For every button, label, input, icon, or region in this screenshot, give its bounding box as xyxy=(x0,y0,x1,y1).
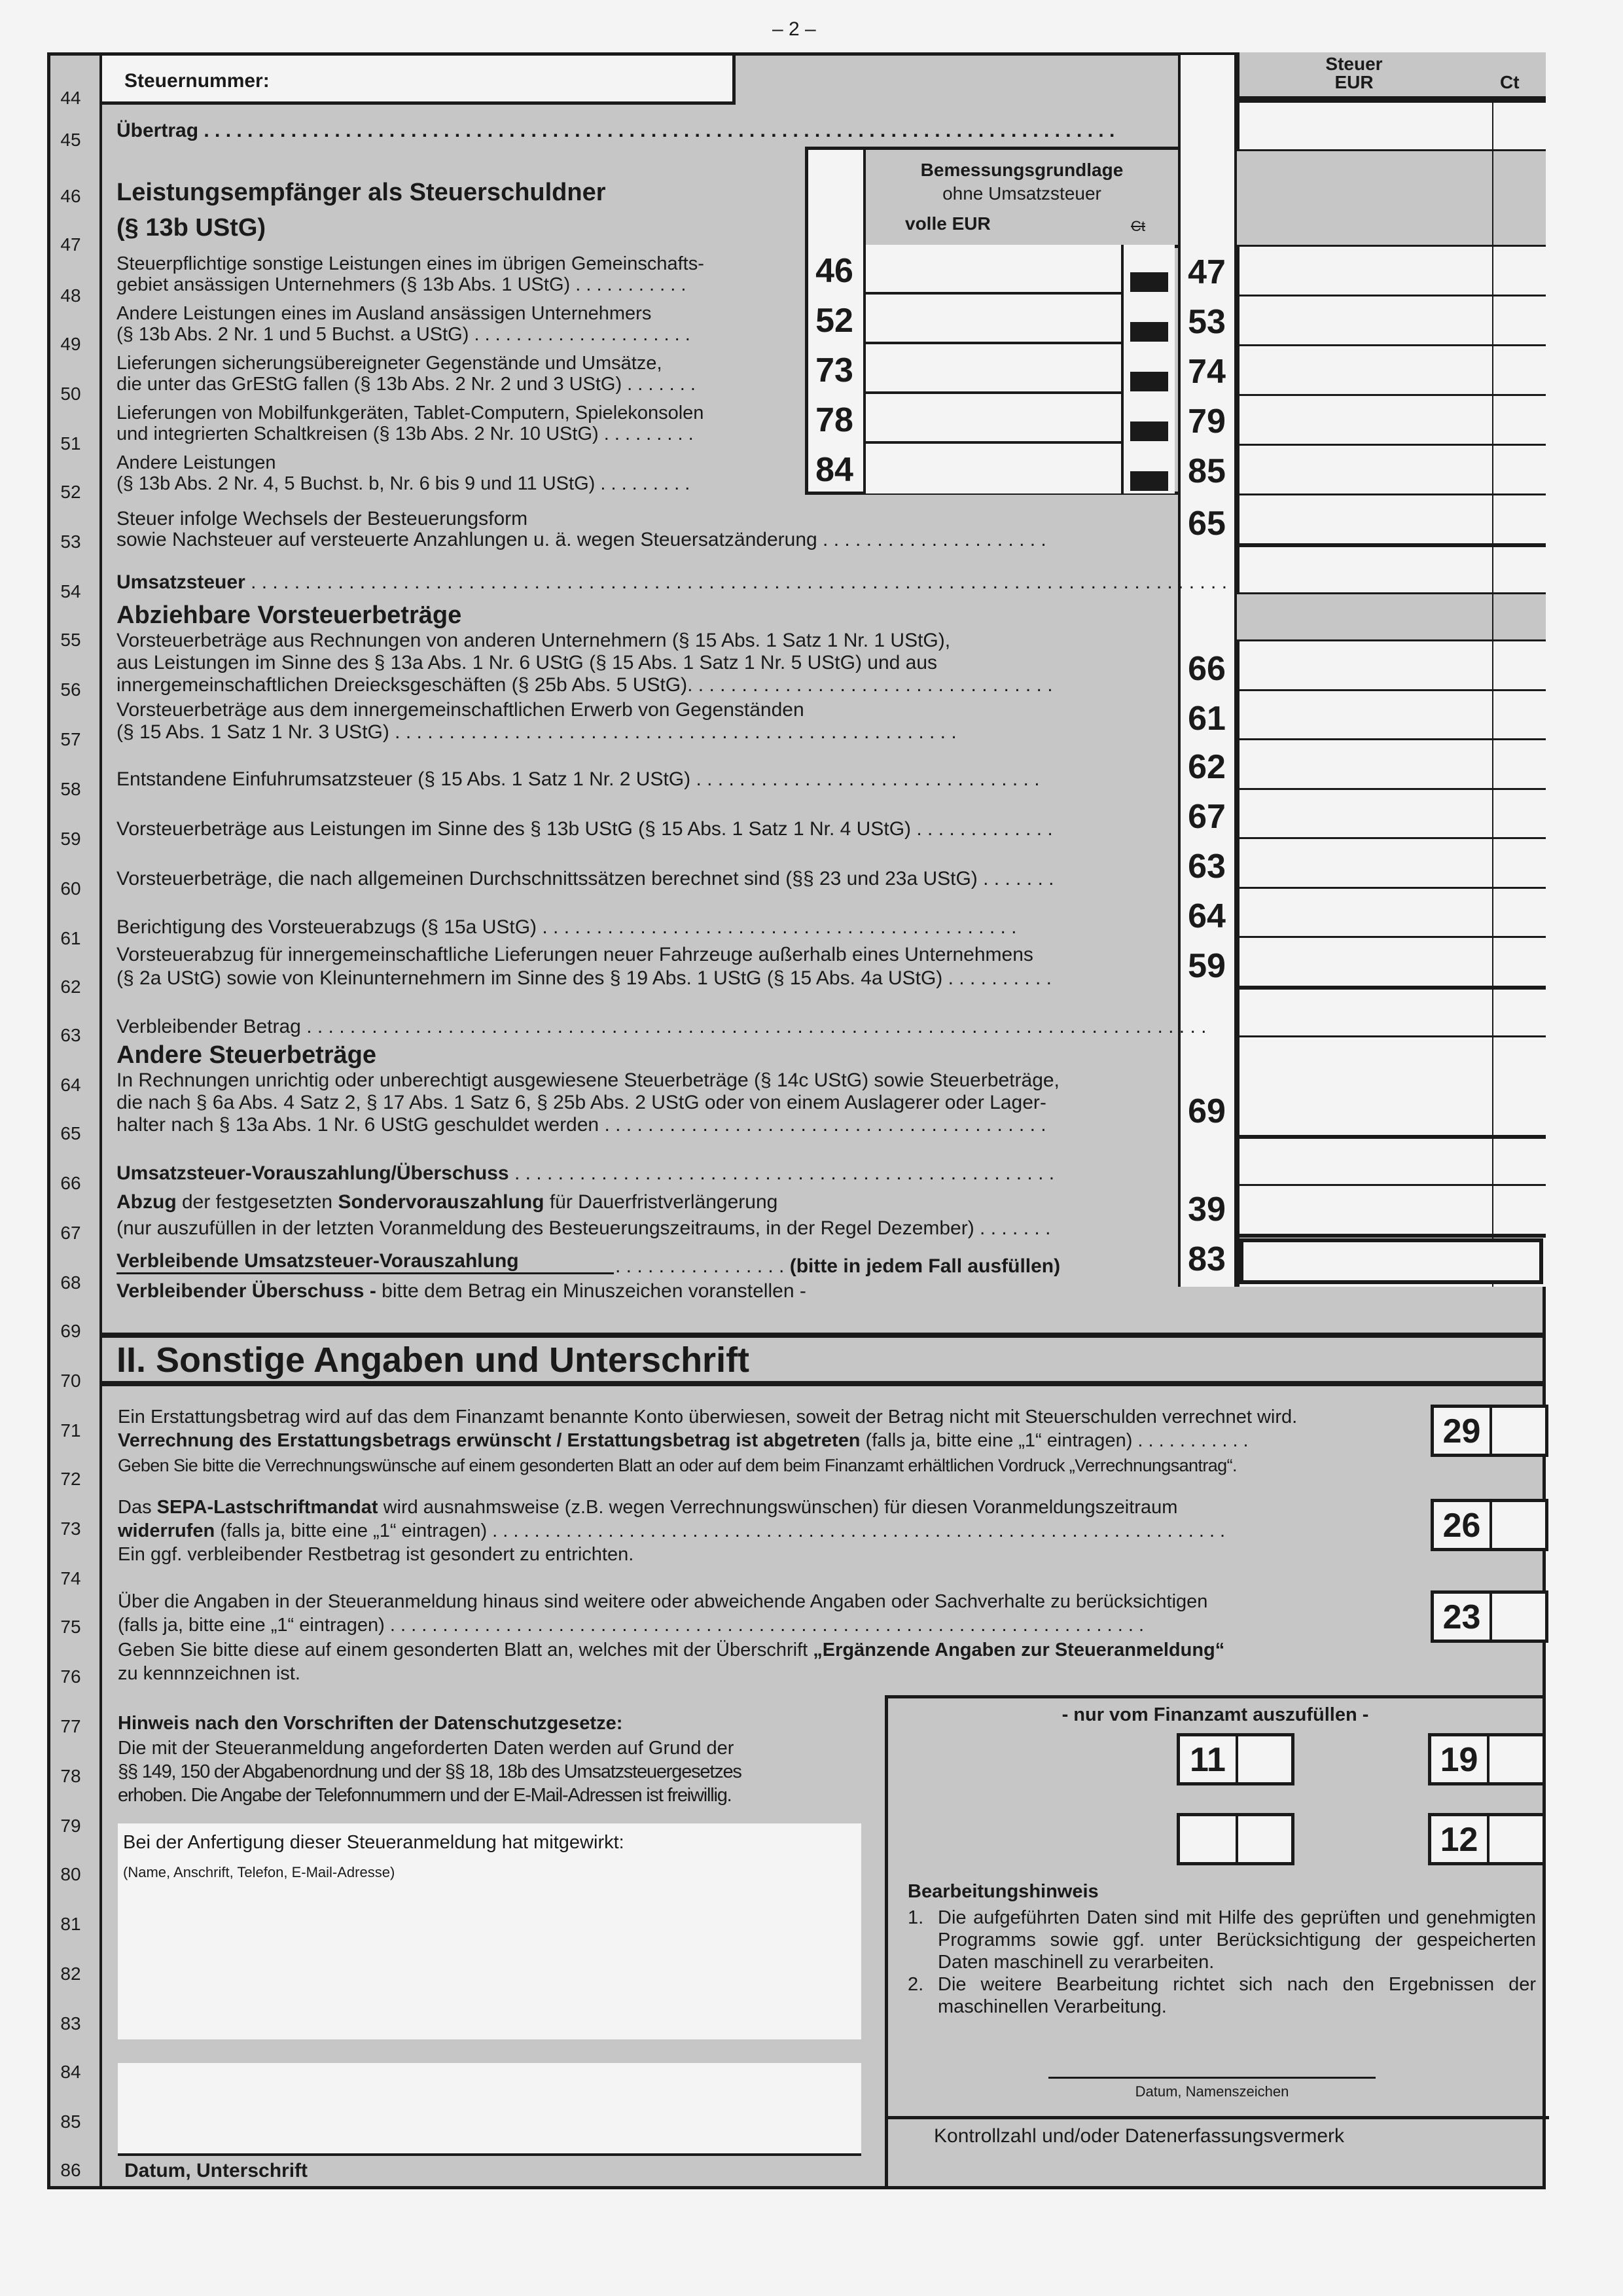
verbleibende-vorauszahlung-label: Verbleibende Umsatzsteuer-Vorauszahlung xyxy=(116,1250,614,1274)
row-text-line2: (§ 13b Abs. 2 Nr. 4, 5 Buchst. b, Nr. 6 bis 9 und 11 UStG) . . . . . . . . . xyxy=(116,473,690,494)
line-number: 53 xyxy=(60,531,81,552)
line-number: 60 xyxy=(60,878,81,899)
tax-code: 85 xyxy=(1188,452,1226,490)
row-text-line1: Andere Leistungen xyxy=(116,452,276,473)
weitere-line3: Geben Sie bitte diese auf einem gesonderten Blatt an, welches mit der Überschrift „Ergänzende Angaben zur Steueranmeldung“ xyxy=(118,1640,1225,1660)
steuer-shaded-header-gap xyxy=(1237,149,1546,245)
section-heading-13b-sub: (§ 13b UStG) xyxy=(116,214,266,242)
line-number: 46 xyxy=(60,186,81,206)
weitere-line4: zu kennnzeichnen ist. xyxy=(118,1663,300,1684)
row-text-line2: gebiet ansässigen Unternehmers (§ 13b Abs. 1 UStG) . . . . . . . . . . . xyxy=(116,274,687,295)
code-69: 69 xyxy=(1188,1092,1226,1130)
tax-code: 67 xyxy=(1188,798,1226,836)
tax-code: 74 xyxy=(1188,353,1226,391)
row-text-line2: die unter das GrEStG fallen (§ 13b Abs. 2 Nr. 2 und 3 UStG) . . . . . . . xyxy=(116,374,696,395)
erstattung-line3: Geben Sie bitte die Verrechnungswünsche auf einem gesonderten Blatt an oder auf dem beim Finanzamt erhältlichen Vordruck „Verrechnungsantrag“. xyxy=(118,1456,1237,1475)
line-number: 54 xyxy=(60,581,81,601)
steuer-amount-field[interactable] xyxy=(1240,689,1492,738)
steuer-amount-field[interactable] xyxy=(1240,1184,1492,1234)
line-number: 57 xyxy=(60,729,81,749)
line-number: 75 xyxy=(60,1617,81,1637)
line-number: 78 xyxy=(60,1766,81,1786)
row-text-line1: Lieferungen sicherungsübereigneter Gegenstände und Umsätze, xyxy=(116,353,662,374)
tax-code: 59 xyxy=(1188,947,1226,985)
namenszeichen-line xyxy=(1048,2077,1376,2079)
erstattung-line1: Ein Erstattungsbetrag wird auf das dem Finanzamt benannte Konto überwiesen, soweit der Betrag nicht mit Steuerschulden verrechnet wird. xyxy=(118,1407,1298,1427)
hinweis-1: Die aufgeführten Daten sind mit Hilfe des geprüften und genehmigten Programms sowie ggf. unter Berücksichtigung der gespeicherten Daten maschinell zu verarbeiten. xyxy=(938,1907,1536,1973)
steuer-title: Steuer xyxy=(1325,54,1383,74)
bemessung-ct-crossed: Ct xyxy=(1131,218,1145,234)
line-number: 52 xyxy=(60,482,81,502)
base-amount-field[interactable] xyxy=(866,394,1121,444)
code-19: 19 xyxy=(1431,1736,1489,1782)
r64-text: Berichtigung des Vorsteuerabzugs (§ 15a UStG) . . . . . . . . . . . . . . . . . . . . . . . . . . . . . . . . . . . . . . . . . . . . xyxy=(116,916,1017,938)
line-number: 44 xyxy=(60,88,81,108)
bearbeitungshinweis-list: 1. Die aufgeführten Daten sind mit Hilfe des geprüften und genehmigten Programms sowie ggf. unter Berücksichtigung der gespeicherten Daten maschinell zu verarbeiten. 2. Die weitere Bearbeitung richtet sich nach den Ergebnissen der maschinellen Verarbeitung. xyxy=(908,1907,1536,2017)
tax-code: 64 xyxy=(1188,897,1226,935)
page-number: – 2 – xyxy=(772,18,816,40)
steuer-amount-field[interactable] xyxy=(1240,444,1492,493)
datenschutz-line2: §§ 149, 150 der Abgabenordnung und der §§ 18, 18b des Umsatzsteuergesetzes xyxy=(118,1761,741,1782)
vorsteuer-heading: Abziehbare Vorsteuerbeträge xyxy=(116,601,462,629)
tax-code: 47 xyxy=(1188,253,1226,291)
tax-code: 53 xyxy=(1188,303,1226,341)
steuer-amount-field[interactable] xyxy=(1240,99,1492,149)
line-number: 47 xyxy=(60,234,81,255)
steuer-row-line xyxy=(1237,592,1546,594)
datenschutz-line1: Die mit der Steueranmeldung angeforderten Daten werden auf Grund der xyxy=(118,1738,734,1759)
hinweis-2: Die weitere Bearbeitung richtet sich nach den Ergebnissen der maschinellen Verarbeitung. xyxy=(938,1974,1536,2017)
datum-namenszeichen-label: Datum, Namenszeichen xyxy=(1135,2083,1289,2100)
base-amount-field[interactable] xyxy=(866,295,1121,344)
code-blank xyxy=(1180,1816,1238,1862)
r62-text: Entstandene Einfuhrumsatzsteuer (§ 15 Abs. 1 Satz 1 Nr. 2 UStG) . . . . . . . . . . . . . . . . . . . . . . . . . . . . . . . . xyxy=(116,768,1040,790)
tax-code: 61 xyxy=(1188,700,1226,738)
ct-blocked-icon xyxy=(1130,422,1168,441)
steuer-eur-label: EUR xyxy=(1334,72,1374,92)
steuer-amount-field[interactable] xyxy=(1240,543,1492,592)
line-number: 58 xyxy=(60,779,81,799)
datenschutz-heading: Hinweis nach den Vorschriften der Datenschutzgesetze: xyxy=(118,1713,623,1734)
line-number: 73 xyxy=(60,1518,81,1539)
line-number: 67 xyxy=(60,1223,81,1243)
ct-blocked-icon xyxy=(1130,322,1168,342)
line-number: 72 xyxy=(60,1469,81,1489)
steuer-amount-field[interactable] xyxy=(1240,788,1492,837)
steuer-row-line xyxy=(1237,149,1546,151)
line-number: 49 xyxy=(60,334,81,354)
signature-field[interactable] xyxy=(118,2063,861,2156)
line-number: 86 xyxy=(60,2160,81,2180)
line-number: 45 xyxy=(60,130,81,150)
steuer-amount-field[interactable] xyxy=(1240,394,1492,444)
steuer-amount-field[interactable] xyxy=(1240,837,1492,887)
line-number: 68 xyxy=(60,1272,81,1293)
line-number: 66 xyxy=(60,1173,81,1193)
base-code: 84 xyxy=(815,451,853,489)
base-amount-field[interactable] xyxy=(866,344,1121,394)
steuer-amount-field[interactable] xyxy=(1240,986,1492,1035)
verbleibende-hint: . . . . . . . . . . . . . . . . (bitte in jedem Fall ausfüllen) xyxy=(615,1255,1061,1277)
sepa-line1: Das SEPA-Lastschriftmandat wird ausnahmsweise (z.B. wegen Verrechnungswünschen) für diesen Voranmeldungszeitraum xyxy=(118,1497,1178,1518)
kontroll-divider xyxy=(888,2116,1549,2119)
uebertrag-label: Übertrag . . . . . . . . . . . . . . . . . . . . . . . . . . . . . . . . . . . . . . . . . . . . . . . . . . . . . . . . . . . . . . . . . . . . . . . . . . . . . . . . . . . . xyxy=(116,120,1115,141)
abzug-line1: Abzug der festgesetzten Sondervorauszahlung für Dauerfristverlängerung xyxy=(116,1191,778,1213)
section2-top-rule xyxy=(102,1333,1546,1338)
steuer-amount-field[interactable] xyxy=(1240,887,1492,936)
steuer-amount-field[interactable] xyxy=(1240,344,1492,394)
line-number: 83 xyxy=(60,2013,81,2034)
andere-heading: Andere Steuerbeträge xyxy=(116,1041,377,1069)
code-12: 12 xyxy=(1431,1816,1489,1862)
line-number: 82 xyxy=(60,1964,81,1984)
field-29[interactable] xyxy=(1431,1405,1548,1457)
code-26: 26 xyxy=(1434,1502,1492,1548)
ct-blocked-icon xyxy=(1130,372,1168,391)
line-number: 79 xyxy=(60,1816,81,1836)
line-number: 76 xyxy=(60,1666,81,1687)
line-number: 55 xyxy=(60,630,81,650)
steuer-amount-field[interactable] xyxy=(1240,295,1492,344)
line-number: 48 xyxy=(60,285,81,306)
kontrollzahl-label: Kontrollzahl und/oder Datenerfassungsvermerk xyxy=(934,2125,1344,2147)
field-26[interactable] xyxy=(1431,1499,1548,1551)
r61-line1: Vorsteuerbeträge aus dem innergemeinschaftlichen Erwerb von Gegenständen xyxy=(116,699,804,721)
line-number: 85 xyxy=(60,2111,81,2132)
line-number: 61 xyxy=(60,928,81,948)
ct-blocked-icon xyxy=(1130,272,1168,292)
line-number: 56 xyxy=(60,679,81,700)
base-code: 78 xyxy=(815,401,853,439)
finanzamt-field-12[interactable] xyxy=(1428,1813,1546,1865)
ct-blocked-icon xyxy=(1130,471,1168,491)
row-text-line1: Steuerpflichtige sonstige Leistungen eines im übrigen Gemeinschafts- xyxy=(116,253,704,274)
andere-line2: die nach § 6a Abs. 4 Satz 2, § 17 Abs. 1 Satz 6, § 25b Abs. 2 UStG oder von einem Auslagerer oder Lager- xyxy=(116,1092,1046,1113)
bemessung-title: Bemessungsgrundlage xyxy=(920,160,1124,180)
line-number: 71 xyxy=(60,1420,81,1441)
tax-code: 66 xyxy=(1188,650,1226,688)
steuernummer-label: Steuernummer: xyxy=(124,70,270,92)
umsatzsteuer-row: Umsatzsteuer . . . . . . . . . . . . . . . . . . . . . . . . . . . . . . . . . . . . . . . . . . . . . . . . . . . . . . . . . . . . . . . . . . . . . . . . . . . . . . . . . . . . . . . . . . xyxy=(116,571,1228,593)
line-number: 74 xyxy=(60,1568,81,1588)
bearbeitungshinweis-title: Bearbeitungshinweis xyxy=(908,1881,1099,1902)
code-39: 39 xyxy=(1188,1191,1226,1229)
r63-text: Vorsteuerbeträge, die nach allgemeinen Durchschnittssätzen berechnet sind (§§ 23 und 23a UStG) . . . . . . . xyxy=(116,868,1054,889)
base-code: 52 xyxy=(815,302,853,340)
code-23: 23 xyxy=(1434,1594,1492,1640)
sepa-line3: Ein ggf. verbleibender Restbetrag ist gesondert zu entrichten. xyxy=(118,1544,634,1565)
line-number: 70 xyxy=(60,1371,81,1391)
base-code: 46 xyxy=(815,252,853,290)
line-number: 62 xyxy=(60,977,81,997)
weitere-line2: (falls ja, bitte eine „1“ eintragen) . . . . . . . . . . . . . . . . . . . . . . . . . . . . . . . . . . . . . . . . . . . . . . . . . . . . . . . . . . . . . . . . . . . . . . . . xyxy=(118,1615,1145,1636)
weitere-line1: Über die Angaben in der Steueranmeldung hinaus sind weitere oder abweichende Angaben oder Sachverhalte zu berücksichtigen xyxy=(118,1591,1208,1612)
datenschutz-line3: erhoben. Die Angabe der Telefonnummern und der E-Mail-Adressen ist freiwillig. xyxy=(118,1785,732,1806)
code-65: 65 xyxy=(1188,505,1226,543)
row-text-line1: Andere Leistungen eines im Ausland ansässigen Unternehmers xyxy=(116,303,652,324)
r59-line1: Vorsteuerabzug für innergemeinschaftliche Lieferungen neuer Fahrzeuge außerhalb eines Unternehmens xyxy=(116,944,1033,965)
steuer-amount-field[interactable] xyxy=(1240,245,1492,295)
r59-line2: (§ 2a UStG) sowie von Kleinunternehmern im Sinne des § 19 Abs. 1 UStG (§ 15 Abs. 4a UStG) . . . . . . . . . . xyxy=(116,967,1052,989)
line-number: 63 xyxy=(60,1025,81,1045)
section2-bottom-rule xyxy=(102,1381,1546,1386)
section2-heading: II. Sonstige Angaben und Unterschrift xyxy=(116,1340,750,1380)
tax-code: 79 xyxy=(1188,403,1226,440)
steuer-row-line xyxy=(1237,1234,1546,1238)
r67-text: Vorsteuerbeträge aus Leistungen im Sinne des § 13b UStG (§ 15 Abs. 1 Satz 1 Nr. 4 UStG) . . . . . . . . . . . . . xyxy=(116,818,1053,840)
steuer-column-header xyxy=(1237,52,1546,99)
steuer-amount-field[interactable] xyxy=(1240,1135,1492,1184)
row-text-line2: und integrierten Schaltkreisen (§ 13b Abs. 2 Nr. 10 UStG) . . . . . . . . . xyxy=(116,423,694,444)
ct-divider xyxy=(1492,99,1493,1287)
row-text-line2: (§ 13b Abs. 2 Nr. 1 und 5 Buchst. a UStG) . . . . . . . . . . . . . . . . . . . . . xyxy=(116,324,690,345)
mitwirkung-field[interactable] xyxy=(118,1823,861,2039)
wechsel-line1: Steuer infolge Wechsels der Besteuerungsform xyxy=(116,508,528,529)
bemessung-eur-label: volle EUR xyxy=(905,213,991,234)
r61-line2: (§ 15 Abs. 1 Satz 1 Nr. 3 UStG) . . . . . . . . . . . . . . . . . . . . . . . . . . . . . . . . . . . . . . . . . . . . . . . . . . . . xyxy=(116,721,957,743)
r66-line2: aus Leistungen im Sinne des § 13a Abs. 1 Nr. 6 UStG (§ 15 Abs. 1 Satz 1 Nr. 5 UStG) und aus xyxy=(116,652,938,673)
line-number: 80 xyxy=(60,1864,81,1884)
steuernummer-field[interactable] xyxy=(102,52,736,105)
finanzamt-field-19[interactable] xyxy=(1428,1733,1546,1785)
bemessung-subtitle: ohne Umsatzsteuer xyxy=(942,183,1101,204)
line-number: 50 xyxy=(60,384,81,404)
andere-line3: halter nach § 13a Abs. 1 Nr. 6 UStG geschuldet werden . . . . . . . . . . . . . . . . . . . . . . . . . . . . . . . . . . . . . . . . . xyxy=(116,1114,1046,1136)
line-number: 59 xyxy=(60,829,81,849)
steuer-shaded-gap xyxy=(1237,592,1546,639)
ueberschuss-line: Verbleibender Überschuss - bitte dem Betrag ein Minuszeichen voranstellen - xyxy=(116,1280,806,1302)
andere-line1: In Rechnungen unrichtig oder unberechtigt ausgewiesene Steuerbeträge (§ 14c UStG) sowie Steuerbeträge, xyxy=(116,1069,1060,1091)
line-number: 77 xyxy=(60,1716,81,1736)
wechsel-line2: sowie Nachsteuer auf versteuerte Anzahlungen u. ä. wegen Steuersatzänderung . . . . . . . . . . . . . . . . . . . . . xyxy=(116,529,1046,550)
code-29: 29 xyxy=(1434,1408,1492,1454)
steuer-amount-field[interactable] xyxy=(1240,493,1492,543)
code-83: 83 xyxy=(1188,1240,1226,1278)
finanzamt-heading: - nur vom Finanzamt auszufüllen - xyxy=(1061,1704,1369,1725)
steuer-ct-label: Ct xyxy=(1500,72,1520,92)
line-number: 81 xyxy=(60,1914,81,1934)
line-number: 65 xyxy=(60,1123,81,1143)
signature-label: Datum, Unterschrift xyxy=(124,2160,308,2181)
erstattung-line2: Verrechnung des Erstattungsbetrags erwünscht / Erstattungsbetrag ist abgetreten (falls ja, bitte eine „1“ eintragen) . . . . . . . . . . . xyxy=(118,1430,1249,1451)
finanzamt-field-11[interactable] xyxy=(1177,1733,1294,1785)
line-number: 84 xyxy=(60,2062,81,2082)
r66-line1: Vorsteuerbeträge aus Rechnungen von anderen Unternehmern (§ 15 Abs. 1 Satz 1 Nr. 1 UStG), xyxy=(116,630,951,651)
field-83[interactable] xyxy=(1240,1238,1543,1284)
finanzamt-field-blank[interactable] xyxy=(1177,1813,1294,1865)
base-amount-field[interactable] xyxy=(866,444,1121,493)
section-heading-13b: Leistungsempfänger als Steuerschuldner xyxy=(116,179,606,206)
mitwirkung-sublabel: (Name, Anschrift, Telefon, E-Mail-Adresse) xyxy=(123,1864,395,1880)
line-number: 69 xyxy=(60,1321,81,1341)
mitwirkung-label: Bei der Anfertigung dieser Steueranmeldung hat mitgewirkt: xyxy=(123,1832,624,1853)
code-11: 11 xyxy=(1180,1736,1238,1782)
tax-code: 63 xyxy=(1188,848,1226,886)
vorauszahlung-row: Umsatzsteuer-Vorauszahlung/Überschuss . . . . . . . . . . . . . . . . . . . . . . . . . . . . . . . . . . . . . . . . . . . . . . . . . . xyxy=(116,1162,1055,1184)
abzug-line2: (nur auszufüllen in der letzten Voranmeldung des Besteuerungszeitraums, in der Regel Dezember) . . . . . . . xyxy=(116,1217,1051,1239)
bemessung-header xyxy=(866,150,1178,248)
row-text-line1: Lieferungen von Mobilfunkgeräten, Tablet-Computern, Spielekonsolen xyxy=(116,403,704,423)
base-code: 73 xyxy=(815,351,853,389)
line-number: 51 xyxy=(60,433,81,454)
tax-code: 62 xyxy=(1188,748,1226,786)
steuer-amount-field[interactable] xyxy=(1240,1035,1492,1135)
field-23[interactable] xyxy=(1431,1590,1548,1643)
line-number: 64 xyxy=(60,1075,81,1095)
steuer-amount-field[interactable] xyxy=(1240,639,1492,689)
base-amount-field[interactable] xyxy=(866,245,1121,295)
sepa-line2: widerrufen (falls ja, bitte eine „1“ eintragen) . . . . . . . . . . . . . . . . . . . . . . . . . . . . . . . . . . . . . . . . . . . . . . . . . . . . . . . . . . . . . . . . . . . . . . xyxy=(118,1520,1226,1541)
steuer-amount-field[interactable] xyxy=(1240,738,1492,788)
r66-line3: innergemeinschaftlichen Dreiecksgeschäften (§ 25b Abs. 5 UStG). . . . . . . . . . . . . . . . . . . . . . . . . . . . . . . . . . xyxy=(116,674,1053,696)
steuer-amount-field[interactable] xyxy=(1240,936,1492,986)
verbleibender-betrag-row: Verbleibender Betrag . . . . . . . . . . . . . . . . . . . . . . . . . . . . . . . . . . . . . . . . . . . . . . . . . . . . . . . . . . . . . . . . . . . . . . . . . . . . . . . . . . . xyxy=(116,1016,1207,1037)
